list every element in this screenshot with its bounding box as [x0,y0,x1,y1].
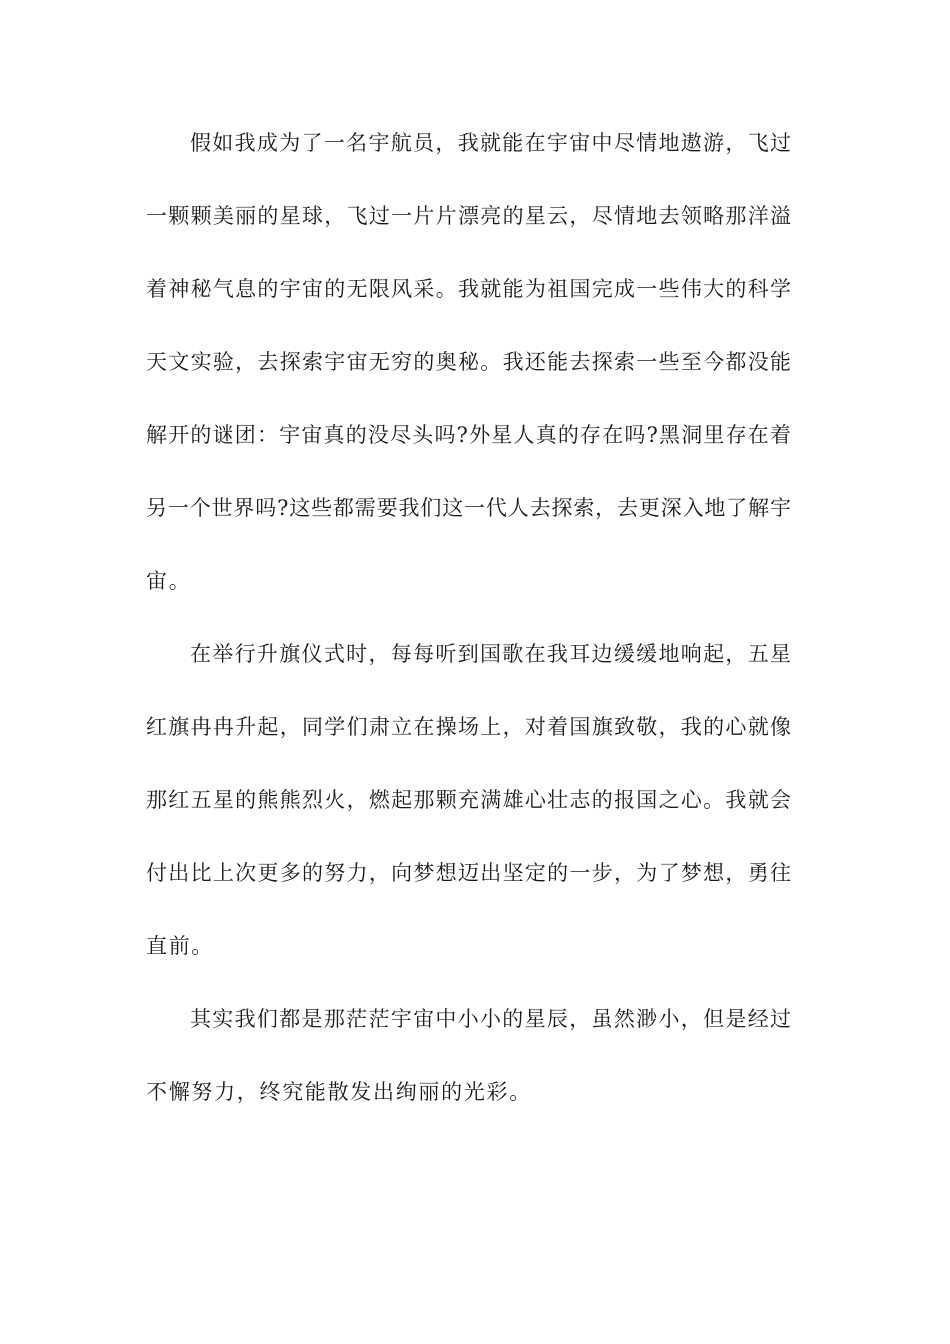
paragraph-2-line-4: 付出比上次更多的努力，向梦想迈出坚定的一步，为了梦想，勇往 [146,861,791,885]
paragraph-1-line-5: 解开的谜团：宇宙真的没尽头吗?外星人真的存在吗?黑洞里存在着 [146,423,791,447]
paragraph-2-line-1: 在举行升旗仪式时，每每听到国歌在我耳边缓缓地响起，五星 [190,642,791,666]
paragraph-2-line-3: 那红五星的熊熊烈火，燃起那颗充满雄心壮志的报国之心。我就会 [146,788,791,812]
paragraph-2-line-2: 红旗冉冉升起，同学们肃立在操场上，对着国旗致敬，我的心就像 [146,715,791,739]
paragraph-1-line-4: 天文实验，去探索宇宙无穷的奥秘。我还能去探索一些至今都没能 [146,350,791,374]
paragraph-1-line-3: 着神秘气息的宇宙的无限风采。我就能为祖国完成一些伟大的科学 [146,277,791,301]
paragraph-1-line-2: 一颗颗美丽的星球，飞过一片片漂亮的星云，尽情地去领略那洋溢 [146,204,791,228]
paragraph-1-line-1: 假如我成为了一名宇航员，我就能在宇宙中尽情地遨游，飞过 [190,131,791,155]
paragraph-2-line-5: 直前。 [146,934,215,958]
paragraph-1-line-7: 宙。 [146,569,192,593]
paragraph-3-line-1: 其实我们都是那茫茫宇宙中小小的星辰，虽然渺小，但是经过 [190,1007,791,1031]
paragraph-3-line-2: 不懈努力，终究能散发出绚丽的光彩。 [146,1080,532,1104]
paragraph-1-line-6: 另一个世界吗?这些都需要我们这一代人去探索，去更深入地了解宇 [146,496,791,520]
